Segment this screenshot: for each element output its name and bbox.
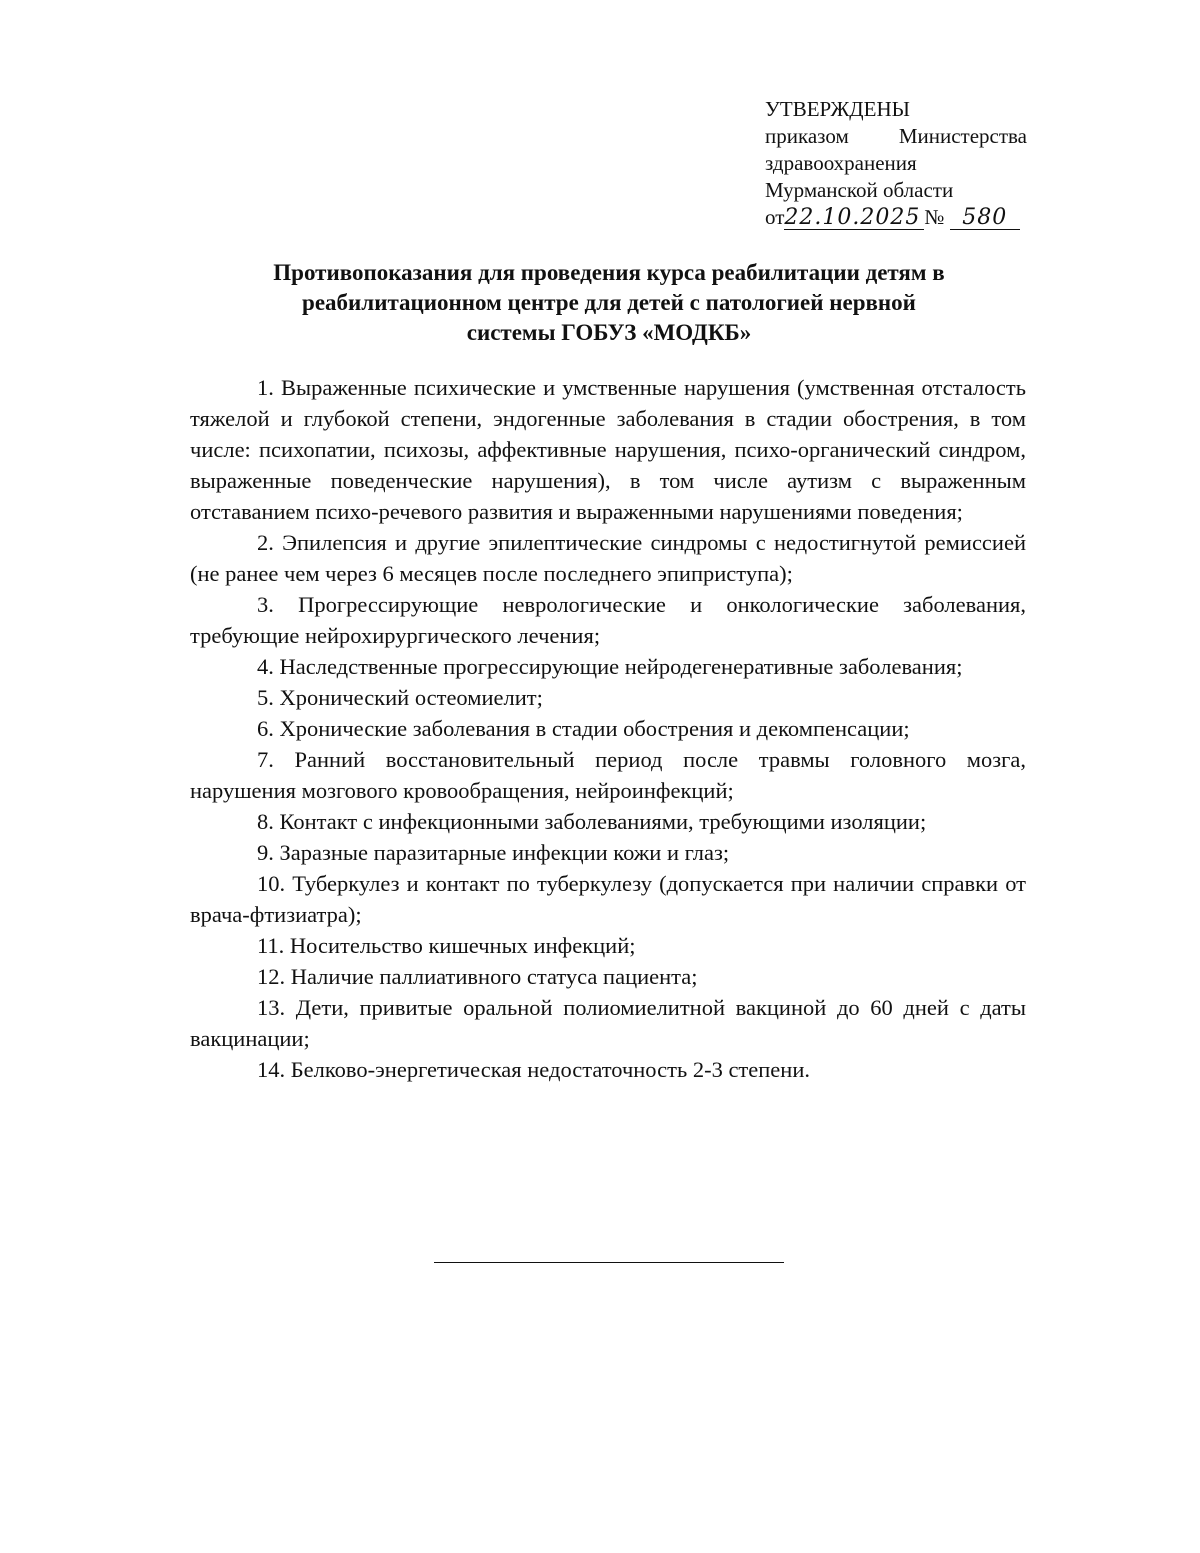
- list-item-text: Наличие паллиативного статуса пациента;: [290, 964, 698, 989]
- list-item-text: Контакт с инфекционными заболеваниями, требующими изоляции;: [279, 809, 927, 834]
- list-item-number: 10.: [257, 871, 286, 896]
- document-title: [190, 258, 1028, 348]
- approval-region-line: Мурманской области: [765, 178, 954, 202]
- closing-divider: [434, 1262, 784, 1263]
- list-item: [190, 930, 1026, 961]
- list-item-number: 6.: [257, 716, 274, 741]
- list-item: [190, 961, 1026, 992]
- list-item: [190, 992, 1026, 1054]
- approval-number-handwritten: 580: [950, 207, 1020, 230]
- list-item-text: Ранний восстановительный период после травмы головного мозга, нарушения мозгового кровообращения, нейроинфекций;: [190, 747, 1027, 803]
- list-item-number: 12.: [257, 964, 286, 989]
- list-item-number: 13.: [257, 995, 286, 1020]
- list-item-text: Заразные паразитарные инфекции кожи и глаз;: [279, 840, 730, 865]
- list-item: [190, 372, 1026, 527]
- list-item-number: 11.: [257, 933, 285, 958]
- title-line-2: реабилитационном центре для детей с патологией нервной: [302, 290, 916, 315]
- list-item-text: Белково-энергетическая недостаточность 2-3 степени.: [290, 1057, 810, 1082]
- approval-order-word: приказом: [765, 124, 849, 148]
- list-item: [190, 868, 1026, 930]
- contraindications-list: [190, 372, 1026, 1085]
- list-item: [190, 527, 1026, 589]
- title-line-3: системы ГОБУЗ «МОДКБ»: [466, 320, 752, 345]
- title-line-1: Противопоказания для проведения курса реабилитации детям в: [273, 260, 945, 285]
- list-item-number: 14.: [257, 1057, 286, 1082]
- list-item-number: 8.: [257, 809, 274, 834]
- list-item: [190, 1054, 1026, 1085]
- approval-from-label: от: [765, 205, 785, 229]
- list-item-text: Хронический остеомиелит;: [279, 685, 543, 710]
- list-item-text: Дети, привитые оральной полиомиелитной вакциной до 60 дней с даты вакцинации;: [190, 995, 1026, 1051]
- approval-number-label: №: [924, 205, 945, 229]
- list-item-text: Туберкулез и контакт по туберкулезу (допускается при наличии справки от врача-фтизиатра);: [190, 871, 1027, 927]
- approval-date-handwritten: 22.10.2025: [784, 207, 924, 230]
- list-item-number: 1.: [257, 375, 274, 400]
- approval-order-line: [765, 123, 1027, 150]
- list-item: [190, 589, 1026, 651]
- list-item-text: Носительство кишечных инфекций;: [289, 933, 636, 958]
- approval-ministry-word: Министерства: [898, 124, 1027, 148]
- list-item-number: 5.: [257, 685, 274, 710]
- list-item-text: Прогрессирующие неврологические и онкологические заболевания, требующие нейрохирургического лечения;: [190, 592, 1026, 648]
- approval-date-number-line: [765, 204, 1027, 231]
- list-item: [190, 744, 1026, 806]
- list-item: [190, 806, 1026, 837]
- approval-heading: УТВЕРЖДЕНЫ: [765, 97, 910, 121]
- list-item-number: 9.: [257, 840, 274, 865]
- list-item-number: 4.: [257, 654, 274, 679]
- list-item-number: 2.: [257, 530, 274, 555]
- list-item-number: 3.: [257, 592, 274, 617]
- list-item-text: Хронические заболевания в стадии обострения и декомпенсации;: [279, 716, 910, 741]
- list-item-number: 7.: [257, 747, 274, 772]
- list-item: [190, 837, 1026, 868]
- list-item: [190, 682, 1026, 713]
- list-item-text: Выраженные психические и умственные нарушения (умственная отсталость тяжелой и глубокой степени, эндогенные заболевания в стадии обострения, в том числе: психопатии, психозы, аффективные нарушения, психо-органический синдром, выраженные поведенческие нарушения), в том числе аутизм с выраженным отставанием психо-речевого развития и выраженными нарушениями поведения;: [190, 375, 1027, 524]
- list-item-text: Наследственные прогрессирующие нейродегенеративные заболевания;: [279, 654, 963, 679]
- list-item-text: Эпилепсия и другие эпилептические синдромы с недостигнутой ремиссией (не ранее чем через 6 месяцев после последнего эпиприступа);: [190, 530, 1026, 586]
- approval-block: [765, 96, 1027, 231]
- approval-health-line: здравоохранения: [765, 151, 917, 175]
- list-item: [190, 713, 1026, 744]
- list-item: [190, 651, 1026, 682]
